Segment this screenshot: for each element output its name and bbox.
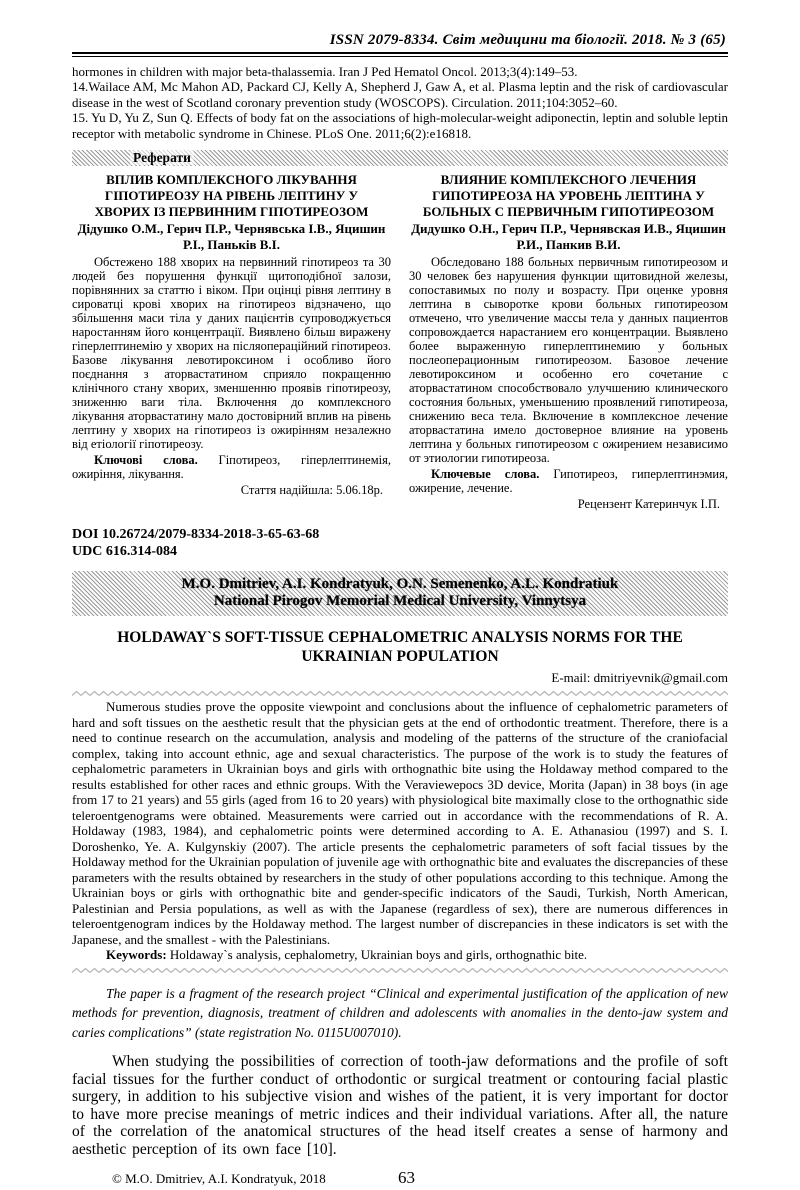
article-body-paragraph: When studying the possibilities of correction of tooth-jaw deformations and the profile of soft facial tissues for the further conduct of orthodontic or surgical treatment or contouring facial plastic surgery, in addition to his subjective vision and wishes of the patient, it is very important for doctor to have more precise meanings of metric indices and their individual variations. After all, the nature of the correlation of the anatomical structures of the head itself creates a sense of harmony and aesthetic perception of its own face [10].: [72, 1053, 728, 1158]
abstract-ru-authors: Дидушко О.Н., Герич П.Р., Чернявская И.В., Яцишин Р.И., Панкив В.И.: [411, 221, 726, 253]
abstract-ru-body: Обследовано 188 больных первичным гипотиреозом и 30 человек без нарушения функции щитовидной железы, сопоставимых по полу и возрасту. При оценке уровня лептина в сыворотке крови больных гипотиреозом отмечено, что увеличение массы тела у данных пациентов сопровождается нарастанием его концентрации. Выявлено более выраженную гиперлептинемию у больных послеоперационным гипотиреозом. Базовое лечение левотироксином и особенно его сочетание с аторвастатином способствовало улучшению клинического состояния больных, уменьшению проявлений гипотиреоза, снижению веса тела. Включение в комплексное лечение аторвастатина имело достоверное влияние на уровень лептина у больных гипотиреозом с ожирением независимо от этиологии гипотиреоза.: [409, 255, 728, 466]
abstract-uk-authors: Дідушко О.М., Герич П.Р., Чернявська І.В., Яцишин Р.І., Паньків В.І.: [77, 221, 386, 253]
english-keywords-label: Keywords:: [106, 947, 167, 963]
abstract-uk-title: ВПЛИВ КОМПЛЕКСНОГО ЛІКУВАННЯ ГІПОТИРЕОЗУ НА РІВЕНЬ ЛЕПТИНУ У ХВОРИХ ІЗ ПЕРВИННИМ ГІПОТИРЕОЗОМ: [94, 172, 369, 220]
article-title: HOLDAWAY`S SOFT-TISSUE CEPHALOMETRIC ANALYSIS NORMS FOR THE UKRAINIAN POPULATION: [117, 629, 683, 666]
journal-page: [72, 0, 728, 1190]
article-authors: M.O. Dmitriev, A.I. Kondratyuk, O.N. Semenenko, A.L. Kondratiuk: [181, 576, 619, 593]
research-project-note: [72, 984, 728, 1043]
article-body: [72, 1053, 728, 1159]
english-abstract-text: Numerous studies prove the opposite viewpoint and conclusions about the influence of cephalometric parameters of hard and soft tissues on the aesthetic result that the physician gets at the end of orthodontic treatment. Therefore, there is a need to continue research on the accumulation, analysis and modeling of the patterns of the structure of the craniofacial complex, taking into account ethnic, age and sexual characteristics. The purpose of the work is to study the features of cephalometric parameters in Ukrainian boys and girls with orthognathic bite using the Holdaway method compared to the results established for other races and ethnic groups. With the Veraviewepocs 3D device, Morita (Japan) in 38 boys (in age from 17 to 21 years) and 55 girls (aged from 16 to 20 years) with physiological bite maximally close to the orthognathic side teleroentgenograms were obtained. Measurements were carried out in accordance with the recommendations of R. A. Holdaway (1983, 1984), and cephalometric points were determined according to A. E. Athanasiou (1997) and S. I. Doroshenko, Ye. A. Kulgynskiy (2007). The article presents the cephalometric parameters of soft facial tissues by the Holdaway method for the Ukrainian population of juvenile age with orthognathic bite and evaluates the discrepancies of these parameters with the results obtained by researchers in the study of other populations according to this technique. Among the Ukrainian boys or girls with orthognathic bite and gender-specific indicators of the Saudi, Turkish, North American, Palestinian and Persia populations, as well as with the Japanese (regardless of sex), there are numerous differences in teleroentgenogram indices by the Holdaway method. The largest number of discrepancies in these indicators is set with the Japanese, and the smallest - with the Palestinians.: [72, 699, 728, 947]
abstract-uk-body: Обстежено 188 хворих на первинний гіпотиреоз та 30 людей без порушення функції щитоподібної залози, порівнянних за статтю і віком. При оцінці рівня лептину в сироватці крові хворих на гіпотиреоз відзначено, що збільшення маси тіла у даних пацієнтів супроводжується наростанням його концентрації. Виявлено більш виражену гіперлептинемію у хворих на післяопераційний гіпотиреоз. Базове лікування левотироксином і особливо його поєднання з аторвастатином сприяло покращенню клінічного стану хворих, зменшенню проявів гіпотиреозу, зниженню ваги тіла. Включення до комплексного лікування аторвастатину мало достовірний вплив на рівень лептину у хворих на гіпотиреоз із ожирінням незалежно від етіології гіпотиреозу.: [72, 255, 391, 452]
abstracts-columns: [72, 170, 728, 511]
udc-line: UDC 616.314-084: [72, 544, 177, 560]
abstract-uk-keywords-label: Ключові слова.: [94, 453, 198, 468]
article-affiliation: National Pirogov Memorial Medical University, Vinnytsya: [213, 593, 587, 610]
referaty-section-band: [72, 150, 728, 166]
abstract-uk-keywords-text: Гіпотиреоз, гіперлептинемія, ожиріння, лікування.: [72, 453, 391, 482]
research-project-note-text: The paper is a fragment of the research project “Clinical and experimental justification of the application of new methods for prevention, diagnosis, treatment of children and adolescents with anomalies in the dento-jaw system and caries complications” (state registration No. 0115U007010).: [72, 985, 728, 1040]
page-number: 63: [398, 1167, 415, 1187]
abstract-ukrainian: [72, 170, 391, 511]
zigzag-divider-bottom: [72, 967, 728, 974]
page-footer: [72, 1168, 728, 1190]
english-keywords-text: Holdaway`s analysis, cephalometry, Ukrainian boys and girls, orthognathic bite.: [166, 947, 588, 963]
copyright-line: © M.O. Dmitriev, A.I. Kondratyuk, 2018: [112, 1170, 326, 1186]
reference-line: 14.Wailace AM, Mc Mahon AD, Packard CJ, Kelly A, Shepherd J, Gaw A, et al. Plasma leptin and the risk of cardiovascular disease in the west of Scotland coronary prevention study (WOSCOPS). Circulation. 2011;104:3052–60.: [72, 79, 728, 110]
article-email: E-mail: dmitriyevnik@gmail.com: [551, 670, 728, 686]
authors-affiliation-band: [72, 571, 728, 616]
doi-line: DOI 10.26724/2079-8334-2018-3-65-63-68: [72, 527, 320, 543]
reference-line: hormones in children with major beta-thalassemia. Iran J Ped Hematol Oncol. 2013;3(4):149–53.: [72, 64, 578, 79]
references-block: [72, 64, 728, 141]
article-reviewer: Рецензент Катеринчук І.П.: [577, 497, 720, 512]
reference-line: 15. Yu D, Yu Z, Sun Q. Effects of body fat on the associations of high-molecular-weight adiponectin, leptin and soluble leptin receptor with metabolic syndrome in Chinese. PLoS One. 2011;6(2):e16818.: [72, 110, 728, 141]
abstract-russian: [409, 170, 728, 511]
abstract-uk-keywords: [72, 453, 391, 481]
article-identifiers: [72, 526, 728, 560]
abstract-ru-keywords: [409, 467, 728, 495]
english-keywords: [72, 947, 728, 963]
abstract-ru-keywords-text: Гипотиреоз, гиперлептинэмия, ожирение, лечение.: [409, 467, 728, 496]
zigzag-divider-top: [72, 690, 728, 697]
header-double-rule: [72, 52, 728, 57]
article-received-date: Стаття надійшла: 5.06.18р.: [240, 483, 383, 498]
abstract-ru-keywords-label: Ключевые слова.: [431, 467, 540, 482]
journal-header-line: ISSN 2079-8334. Світ медицини та біології. 2018. № 3 (65): [329, 32, 726, 48]
referaty-label: Реферати: [130, 150, 194, 165]
english-abstract: [72, 699, 728, 963]
abstract-ru-title: ВЛИЯНИЕ КОМПЛЕКСНОГО ЛЕЧЕНИЯ ГИПОТИРЕОЗА НА УРОВЕНЬ ЛЕПТИНА У БОЛЬНЫХ С ПЕРВИЧНЫМ ГИПОТИРЕОЗОМ: [422, 172, 715, 220]
